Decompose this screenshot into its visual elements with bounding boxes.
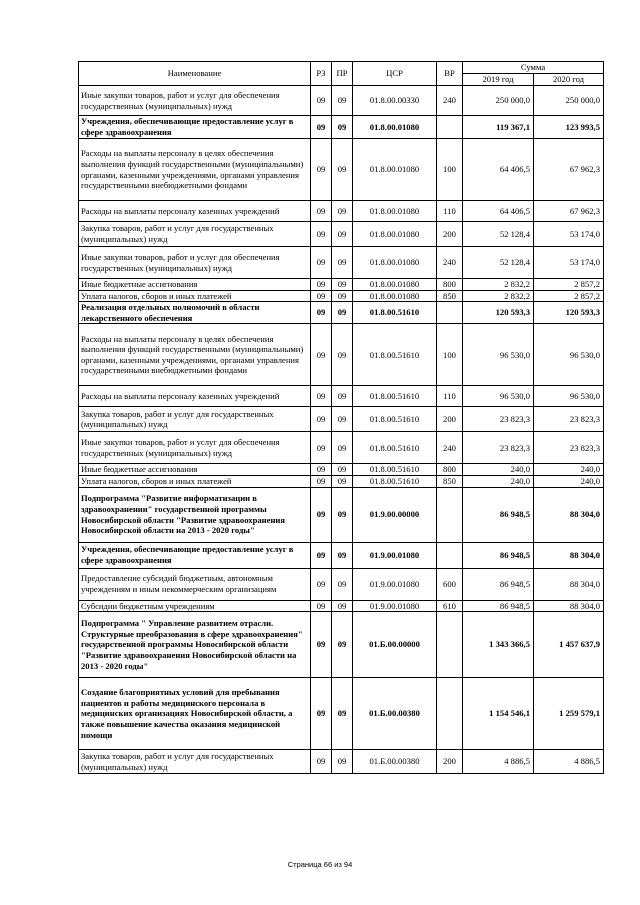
- row-vr: 800: [437, 279, 463, 291]
- table-row: [79, 678, 604, 750]
- row-rz: 09: [311, 750, 332, 774]
- row-sum-2019: 2 832,2: [463, 290, 534, 302]
- row-rz: 09: [311, 487, 332, 542]
- row-csr: 01.8.00.00330: [353, 86, 437, 116]
- row-pr: 09: [332, 407, 353, 432]
- page-number: Страница 66 из 94: [287, 860, 353, 869]
- row-sum-2020: 4 886,5: [534, 750, 604, 774]
- row-sum-2019: 250 000,0: [463, 86, 534, 116]
- row-vr: [437, 487, 463, 542]
- row-csr: 01.8.00.51610: [353, 386, 437, 407]
- table-row: [79, 612, 604, 678]
- table-row: [79, 750, 604, 774]
- row-vr: 110: [437, 201, 463, 222]
- row-vr: [437, 116, 463, 139]
- row-csr: 01.9.00.01080: [353, 542, 437, 568]
- budget-table: [78, 61, 604, 774]
- table-row: [79, 432, 604, 464]
- row-rz: 09: [311, 612, 332, 678]
- row-sum-2019: 240,0: [463, 475, 534, 487]
- row-csr: 01.Б.00.00380: [353, 750, 437, 774]
- row-rz: 09: [311, 222, 332, 247]
- row-sum-2019: 86 948,5: [463, 600, 534, 612]
- row-pr: 09: [332, 464, 353, 476]
- row-sum-2020: 2 857,2: [534, 290, 604, 302]
- row-sum-2020: 53 174,0: [534, 247, 604, 279]
- row-vr: 610: [437, 600, 463, 612]
- row-sum-2020: 88 304,0: [534, 600, 604, 612]
- row-sum-2019: 23 823,3: [463, 407, 534, 432]
- row-sum-2020: 23 823,3: [534, 407, 604, 432]
- row-csr: 01.Б.00.00000: [353, 612, 437, 678]
- row-pr: 09: [332, 324, 353, 386]
- row-csr: 01.8.00.01080: [353, 222, 437, 247]
- row-sum-2019: 86 948,5: [463, 542, 534, 568]
- row-pr: 09: [332, 487, 353, 542]
- row-sum-2019: 240,0: [463, 464, 534, 476]
- table-row: [79, 116, 604, 139]
- row-vr: 850: [437, 475, 463, 487]
- row-sum-2019: 64 406,5: [463, 139, 534, 201]
- row-vr: 800: [437, 464, 463, 476]
- row-sum-2020: 240,0: [534, 464, 604, 476]
- row-rz: 09: [311, 386, 332, 407]
- row-sum-2020: 96 530,0: [534, 386, 604, 407]
- row-rz: 09: [311, 568, 332, 600]
- row-sum-2020: 96 530,0: [534, 324, 604, 386]
- row-csr: 01.8.00.01080: [353, 247, 437, 279]
- row-vr: 200: [437, 407, 463, 432]
- row-vr: 100: [437, 139, 463, 201]
- row-sum-2020: 250 000,0: [534, 86, 604, 116]
- table-body: [79, 86, 604, 774]
- row-vr: 240: [437, 247, 463, 279]
- row-rz: 09: [311, 86, 332, 116]
- row-name: Предоставление субсидий бюджетным, автономным учреждениям и иным некоммерческим организациям: [79, 568, 311, 600]
- row-name: Учреждения, обеспечивающие предоставление услуг в сфере здравоохранения: [79, 542, 311, 568]
- row-vr: 200: [437, 222, 463, 247]
- row-name: Расходы на выплаты персоналу в целях обеспечения выполнения функций государственными (муниципальными) органами, казенными учреждениями, органами управления государственными внебюджетными фондами: [79, 324, 311, 386]
- row-csr: 01.8.00.01080: [353, 279, 437, 291]
- row-csr: 01.8.00.51610: [353, 432, 437, 464]
- row-csr: 01.8.00.01080: [353, 290, 437, 302]
- row-rz: 09: [311, 678, 332, 750]
- row-csr: 01.8.00.01080: [353, 139, 437, 201]
- row-name: Закупка товаров, работ и услуг для государственных (муниципальных) нужд: [79, 750, 311, 774]
- row-vr: 850: [437, 290, 463, 302]
- table-row: [79, 568, 604, 600]
- column-header-2020: 2020 год: [534, 74, 604, 86]
- row-sum-2019: 4 886,5: [463, 750, 534, 774]
- row-sum-2019: 1 343 366,5: [463, 612, 534, 678]
- row-sum-2019: 52 128,4: [463, 247, 534, 279]
- row-name: Иные бюджетные ассигнования: [79, 279, 311, 291]
- row-pr: 09: [332, 222, 353, 247]
- column-header-rz: РЗ: [311, 62, 332, 86]
- row-name: Закупка товаров, работ и услуг для государственных (муниципальных) нужд: [79, 407, 311, 432]
- row-sum-2019: 119 367,1: [463, 116, 534, 139]
- row-name: Иные закупки товаров, работ и услуг для обеспечения государственных (муниципальных) нужд: [79, 86, 311, 116]
- column-header-2019: 2019 год: [463, 74, 534, 86]
- row-pr: 09: [332, 386, 353, 407]
- row-name: Реализация отдельных полномочий в области лекарственного обеспечения: [79, 302, 311, 324]
- row-rz: 09: [311, 600, 332, 612]
- row-rz: 09: [311, 407, 332, 432]
- row-csr: 01.8.00.01080: [353, 201, 437, 222]
- row-vr: [437, 612, 463, 678]
- row-rz: 09: [311, 116, 332, 139]
- row-vr: [437, 542, 463, 568]
- row-sum-2020: 88 304,0: [534, 542, 604, 568]
- table-row: [79, 247, 604, 279]
- row-csr: 01.8.00.51610: [353, 407, 437, 432]
- row-pr: 09: [332, 139, 353, 201]
- row-rz: 09: [311, 290, 332, 302]
- row-sum-2020: 88 304,0: [534, 568, 604, 600]
- table-row: [79, 86, 604, 116]
- table-row: [79, 487, 604, 542]
- row-vr: [437, 678, 463, 750]
- table-row: [79, 324, 604, 386]
- row-rz: 09: [311, 201, 332, 222]
- row-name: Уплата налогов, сборов и иных платежей: [79, 290, 311, 302]
- row-sum-2019: 23 823,3: [463, 432, 534, 464]
- row-csr: 01.9.00.01080: [353, 600, 437, 612]
- row-rz: 09: [311, 302, 332, 324]
- row-vr: 240: [437, 432, 463, 464]
- column-header-sum: Сумма: [463, 62, 604, 74]
- row-rz: 09: [311, 324, 332, 386]
- row-rz: 09: [311, 432, 332, 464]
- row-rz: 09: [311, 139, 332, 201]
- row-rz: 09: [311, 475, 332, 487]
- row-pr: 09: [332, 568, 353, 600]
- table-row: [79, 542, 604, 568]
- table-row: [79, 600, 604, 612]
- row-rz: 09: [311, 247, 332, 279]
- table-row: [79, 290, 604, 302]
- row-pr: 09: [332, 600, 353, 612]
- row-csr: 01.8.00.51610: [353, 475, 437, 487]
- column-header-name: Наименование: [79, 62, 311, 86]
- row-rz: 09: [311, 464, 332, 476]
- row-sum-2020: 1 457 637,9: [534, 612, 604, 678]
- row-rz: 09: [311, 542, 332, 568]
- row-name: Создание благоприятных условий для пребывания пациентов и работы медицинского персонала в медицинских организациях Новосибирской области, а также повышение качества оказания медицинской помощи: [79, 678, 311, 750]
- row-sum-2019: 2 832,2: [463, 279, 534, 291]
- row-csr: 01.8.00.51610: [353, 464, 437, 476]
- row-name: Субсидии бюджетным учреждениям: [79, 600, 311, 612]
- row-csr: 01.Б.00.00380: [353, 678, 437, 750]
- row-sum-2019: 1 154 546,1: [463, 678, 534, 750]
- row-sum-2019: 96 530,0: [463, 324, 534, 386]
- row-pr: 09: [332, 750, 353, 774]
- row-csr: 01.9.00.01080: [353, 568, 437, 600]
- row-name: Подпрограмма " Управление развитием отрасли. Структурные преобразования в сфере здравоохранения" государственной программы Новосибирской области "Развитие здравоохранения Новосибирской области на 2013 - 2020 годы": [79, 612, 311, 678]
- row-name: Расходы на выплаты персоналу казенных учреждений: [79, 201, 311, 222]
- row-name: Расходы на выплаты персоналу в целях обеспечения выполнения функций государственными (муниципальными) органами, казенными учреждениями, органами управления государственными внебюджетными фондами: [79, 139, 311, 201]
- row-pr: 09: [332, 432, 353, 464]
- table-row: [79, 386, 604, 407]
- row-sum-2020: 1 259 579,1: [534, 678, 604, 750]
- row-pr: 09: [332, 612, 353, 678]
- row-vr: [437, 302, 463, 324]
- table-row: [79, 475, 604, 487]
- row-pr: 09: [332, 201, 353, 222]
- row-pr: 09: [332, 290, 353, 302]
- row-sum-2019: 64 406,5: [463, 201, 534, 222]
- row-sum-2020: 120 593,3: [534, 302, 604, 324]
- row-sum-2020: 23 823,3: [534, 432, 604, 464]
- row-pr: 09: [332, 475, 353, 487]
- table-row: [79, 201, 604, 222]
- row-pr: 09: [332, 279, 353, 291]
- row-name: Расходы на выплаты персоналу казенных учреждений: [79, 386, 311, 407]
- row-pr: 09: [332, 542, 353, 568]
- row-csr: 01.8.00.51610: [353, 324, 437, 386]
- table-row: [79, 139, 604, 201]
- row-pr: 09: [332, 116, 353, 139]
- row-pr: 09: [332, 678, 353, 750]
- row-pr: 09: [332, 302, 353, 324]
- column-header-pr: ПР: [332, 62, 353, 86]
- column-header-vr: ВР: [437, 62, 463, 86]
- row-vr: 100: [437, 324, 463, 386]
- row-pr: 09: [332, 86, 353, 116]
- row-name: Иные закупки товаров, работ и услуг для обеспечения государственных (муниципальных) нужд: [79, 432, 311, 464]
- table-row: [79, 222, 604, 247]
- table-row: [79, 464, 604, 476]
- row-vr: 200: [437, 750, 463, 774]
- row-name: Иные бюджетные ассигнования: [79, 464, 311, 476]
- row-name: Закупка товаров, работ и услуг для государственных (муниципальных) нужд: [79, 222, 311, 247]
- table-row: [79, 279, 604, 291]
- row-sum-2020: 67 962,3: [534, 139, 604, 201]
- row-csr: 01.8.00.01080: [353, 116, 437, 139]
- row-sum-2019: 52 128,4: [463, 222, 534, 247]
- row-sum-2020: 2 857,2: [534, 279, 604, 291]
- row-vr: 110: [437, 386, 463, 407]
- table-row: [79, 302, 604, 324]
- table-row: [79, 407, 604, 432]
- row-name: Подпрограмма "Развитие информатизации в здравоохранении" государственной программы Новосибирской области "Развитие здравоохранения Новосибирской области на 2013 - 2020 годы": [79, 487, 311, 542]
- row-csr: 01.9.00.00000: [353, 487, 437, 542]
- row-sum-2019: 86 948,5: [463, 487, 534, 542]
- row-sum-2019: 120 593,3: [463, 302, 534, 324]
- row-sum-2020: 123 993,5: [534, 116, 604, 139]
- row-sum-2020: 240,0: [534, 475, 604, 487]
- row-name: Иные закупки товаров, работ и услуг для обеспечения государственных (муниципальных) нужд: [79, 247, 311, 279]
- row-csr: 01.8.00.51610: [353, 302, 437, 324]
- row-sum-2020: 53 174,0: [534, 222, 604, 247]
- row-rz: 09: [311, 279, 332, 291]
- row-name: Уплата налогов, сборов и иных платежей: [79, 475, 311, 487]
- row-name: Учреждения, обеспечивающие предоставление услуг в сфере здравоохранения: [79, 116, 311, 139]
- row-vr: 600: [437, 568, 463, 600]
- row-sum-2019: 86 948,5: [463, 568, 534, 600]
- row-pr: 09: [332, 247, 353, 279]
- column-header-csr: ЦСР: [353, 62, 437, 86]
- row-sum-2020: 67 962,3: [534, 201, 604, 222]
- row-vr: 240: [437, 86, 463, 116]
- row-sum-2020: 88 304,0: [534, 487, 604, 542]
- row-sum-2019: 96 530,0: [463, 386, 534, 407]
